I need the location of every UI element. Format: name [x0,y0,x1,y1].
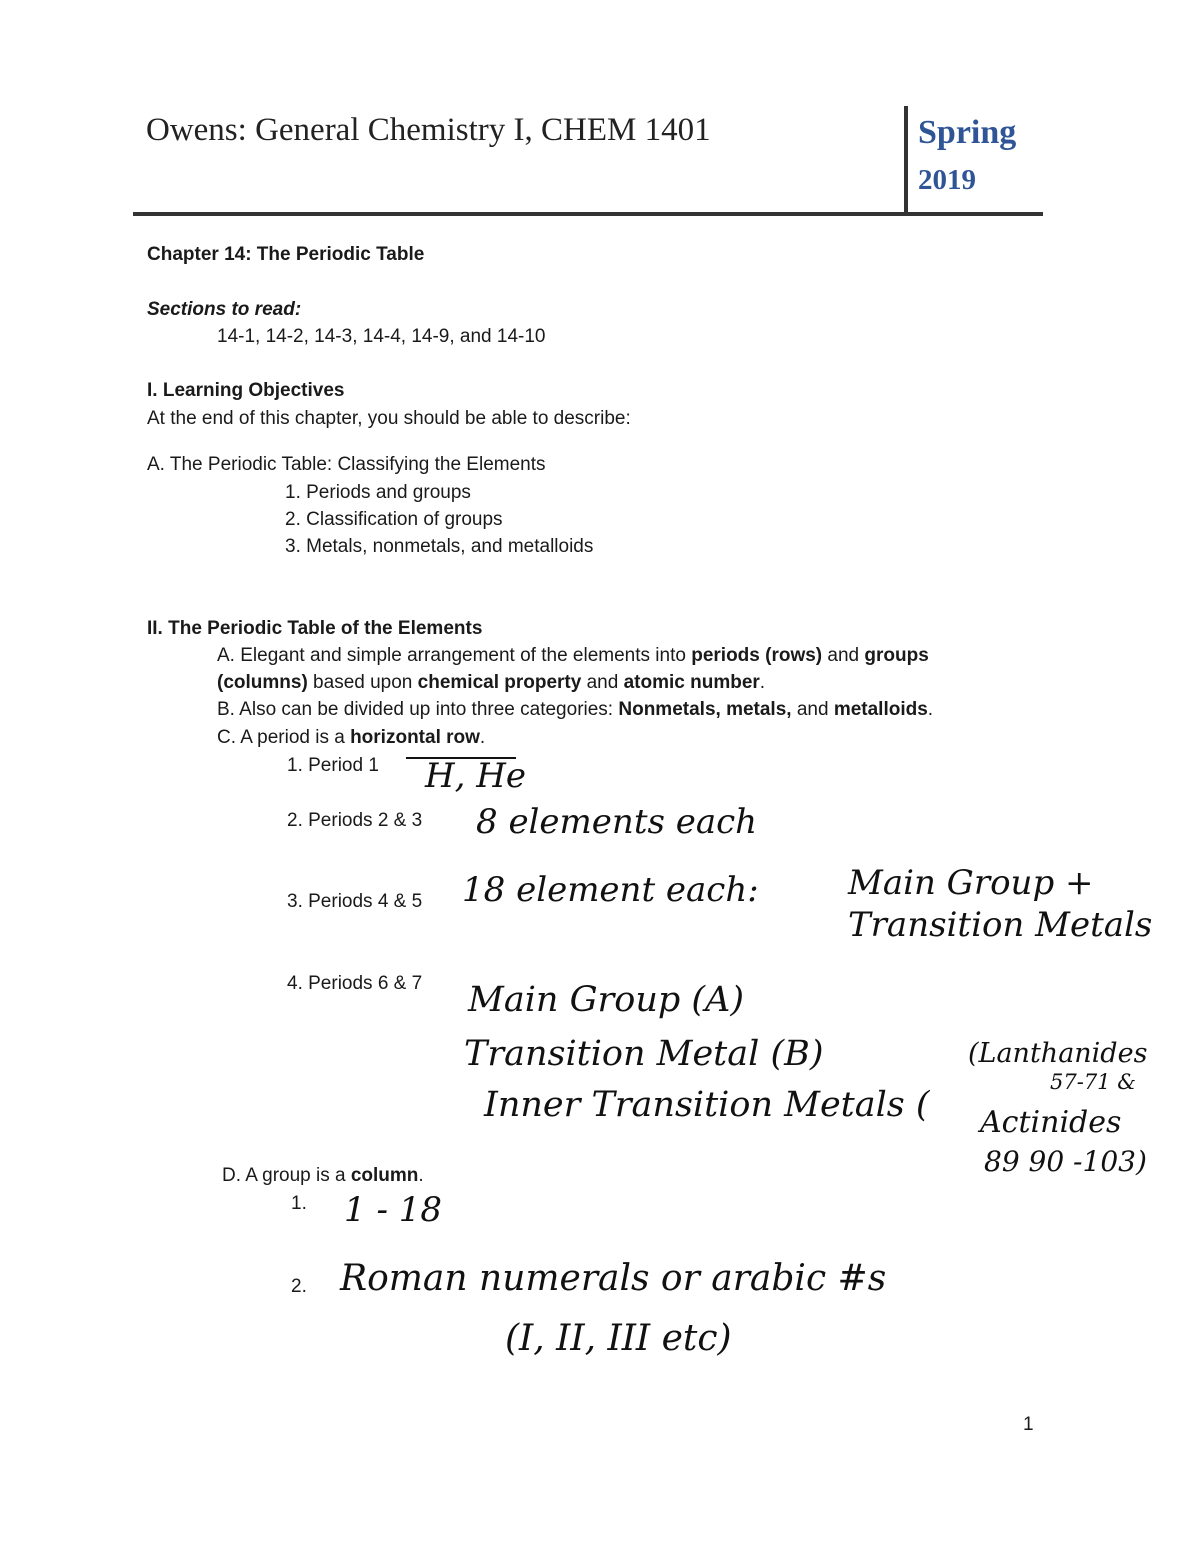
emphasis: chemical property [417,672,582,693]
point-d [222,1165,424,1187]
text: and [791,699,834,720]
period-item: 3. Periods 4 & 5 [287,891,423,912]
handwritten-roman-examples: (I, II, III etc) [505,1318,732,1359]
emphasis: column [350,1165,419,1186]
header-divider-horizontal [133,212,1043,216]
emphasis: periods (rows) [691,645,823,666]
handwritten-lanthanides-range: 57-71 & [1050,1070,1136,1094]
text: D. A group is a [222,1165,351,1186]
period-item: 1. Period 1 [287,755,379,776]
group-item: 1. [291,1193,307,1214]
emphasis: horizontal row [350,727,480,748]
text: A. Elegant and simple arrangement of the elements into [217,645,692,666]
header-divider-vertical [904,106,908,214]
emphasis: (columns) [217,672,308,693]
text: . [927,699,934,720]
handwritten-actinides-range: 89 90 -103) [984,1145,1147,1178]
handwritten-inner-transition: Inner Transition Metals ( [484,1085,930,1125]
objectives-intro: At the end of this chapter, you should be able to describe: [147,408,631,429]
emphasis: atomic number [623,672,760,693]
group-item: 2. [291,1276,307,1297]
objective-subitem: 1. Periods and groups [285,482,471,503]
handwritten-actinides: Actinides [980,1105,1122,1140]
chapter-title: Chapter 14: The Periodic Table [147,244,425,265]
sections-list: 14-1, 14-2, 14-3, 14-4, 14-9, and 14-10 [217,326,546,347]
text: . [479,727,486,748]
text: . [759,672,766,693]
handwritten-transition-metal: Transition Metal (B) [464,1034,824,1074]
periodic-heading: II. The Periodic Table of the Elements [147,618,483,639]
text: and [581,672,624,693]
point-c [217,727,485,749]
text: B. Also can be divided up into three categories: [217,699,619,720]
text: C. A period is a [217,727,351,748]
handwritten-main-group: Main Group (A) [468,980,744,1020]
handwritten-lanthanides: (Lanthanides [968,1038,1148,1069]
point-b [217,699,933,721]
text: based upon [307,672,418,693]
term-season: Spring [918,114,1017,151]
emphasis: metalloids [833,699,928,720]
handwritten-group1: 1 - 18 [344,1190,442,1230]
objectives-heading: I. Learning Objectives [147,380,345,401]
text: . [418,1165,424,1186]
period-item: 4. Periods 6 & 7 [287,973,423,994]
term-year: 2019 [918,164,976,196]
emphasis: Nonmetals, metals, [618,699,792,720]
emphasis: groups [864,645,929,666]
objective-subitem: 3. Metals, nonmetals, and metalloids [285,536,594,557]
handwritten-periods45-main: Main Group + [848,863,1094,903]
handwritten-periods45: 18 element each: [462,870,759,910]
sections-label: Sections to read: [147,299,302,320]
page-number: 1 [1023,1414,1034,1435]
handwritten-group2: Roman numerals or arabic #s [340,1258,887,1299]
objective-a: A. The Periodic Table: Classifying the Elements [147,454,546,475]
course-title: Owens: General Chemistry I, CHEM 1401 [146,112,711,148]
handwritten-periods45-transition: Transition Metals [848,905,1153,945]
objective-subitem: 2. Classification of groups [285,509,503,530]
period-item: 2. Periods 2 & 3 [287,810,423,831]
point-a-line2 [217,672,765,694]
point-a-line1 [217,645,929,667]
text: and [822,645,865,666]
handwritten-period1: H, He [425,756,527,796]
handwritten-periods23: 8 elements each [476,802,758,842]
